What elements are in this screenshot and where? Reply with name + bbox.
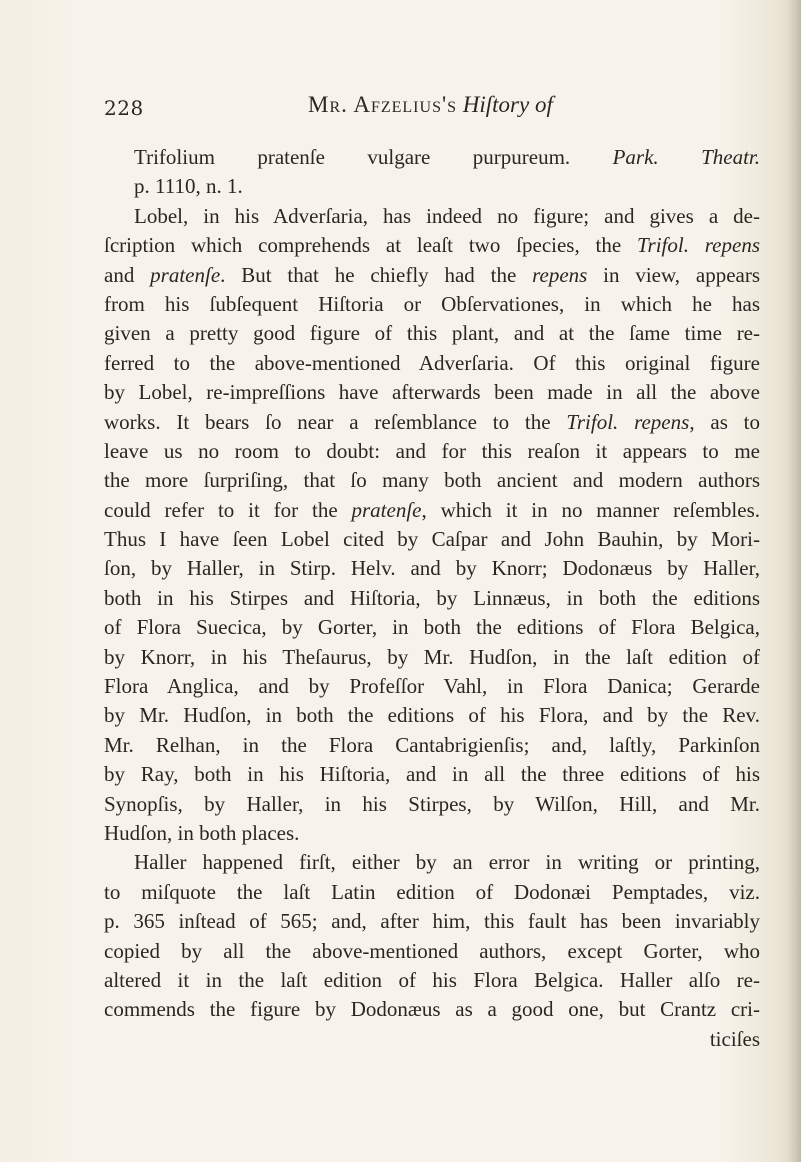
page-number: 228 <box>104 96 144 120</box>
running-head-title: Hiſtory of <box>462 92 553 117</box>
text-line <box>104 995 760 1024</box>
italic-text: Trifol. repens <box>566 409 690 434</box>
text-segment: altered it in the laſt edition of his Flora Belgica. Haller alſo re- <box>104 967 760 992</box>
text-segment: Trifolium pratenſe vulgare purpureum. <box>134 145 613 169</box>
text-line <box>104 290 760 319</box>
text-segment: Mr. Relhan, in the Flora Cantabrigienſis; and, laſtly, Parkinſon <box>104 732 760 757</box>
text-segment: by Ray, both in his Hiſtoria, and in all the three editions of his <box>104 762 760 787</box>
text-segment: of Flora Suecica, by Gorter, in both the editions of Flora Belgica, <box>104 615 760 640</box>
text-line <box>104 937 760 966</box>
italic-text: Park. Theatr. <box>612 145 760 169</box>
text-line <box>104 819 760 848</box>
text-line <box>104 466 760 495</box>
text-line <box>104 202 760 231</box>
text-line <box>104 143 760 172</box>
text-segment: ſon, by Haller, in Stirp. Helv. and by Knorr; Dodonæus by Haller, <box>104 556 760 581</box>
text-line <box>104 408 760 437</box>
text-line <box>104 966 760 995</box>
text-segment: the more ſurpriſing, that ſo many both ancient and modern authors <box>104 468 760 493</box>
running-head-author: Mr. Afzelius's <box>308 92 458 117</box>
text-line <box>104 1025 760 1054</box>
text-segment: p. 365 inſtead of 565; and, after him, this fault has been invariably <box>104 909 760 934</box>
text-segment: both in his Stirpes and Hiſtoria, by Linnæus, in both the editions <box>104 585 760 610</box>
text-segment: given a pretty good figure of this plant, and at the ſame time re- <box>104 321 760 346</box>
text-segment: ticiſes <box>709 1026 760 1051</box>
text-line <box>104 378 760 407</box>
text-segment: Lobel, in his Adverſaria, has indeed no figure; and gives a de- <box>134 203 760 228</box>
text-segment: to miſquote the laſt Latin edition of Dodonæi Pemptades, viz. <box>104 879 760 904</box>
text-line <box>104 231 760 260</box>
text-line <box>104 760 760 789</box>
text-segment: could refer to it for the <box>104 497 352 522</box>
text-segment: Flora Anglica, and by Profeſſor Vahl, in Flora Danica; Gerarde <box>104 674 760 699</box>
text-segment: Hudſon, in both places. <box>104 820 300 845</box>
text-segment: ſcription which comprehends at leaſt two ſpecies, the <box>104 233 638 258</box>
text-segment: by Lobel, re-impreſſions have afterwards been made in all the above <box>104 380 760 405</box>
text-segment: leave us no room to doubt: and for this reaſon it appears to me <box>104 438 760 463</box>
text-segment: commends the figure by Dodonæus as a good one, but Crantz cri- <box>104 997 760 1022</box>
text-line <box>104 907 760 936</box>
text-segment: and <box>104 262 151 287</box>
text-line <box>104 643 760 672</box>
text-segment: . But that he chiefly had the <box>220 262 533 287</box>
text-line <box>104 437 760 466</box>
text-line <box>104 496 760 525</box>
italic-text: pratenſe <box>351 497 422 522</box>
text-line <box>104 261 760 290</box>
text-segment: , which it in no manner reſembles. <box>421 497 760 522</box>
text-line <box>104 584 760 613</box>
text-segment: Synopſis, by Haller, in his Stirpes, by Wilſon, Hill, and Mr. <box>104 791 760 816</box>
text-segment: Haller happened firſt, either by an error in writing or printing, <box>134 850 760 875</box>
text-segment: in view, appears <box>587 262 760 287</box>
text-line <box>104 319 760 348</box>
text-segment: works. It bears ſo near a reſemblance to the <box>104 409 567 434</box>
text-line <box>104 554 760 583</box>
text-line <box>104 613 760 642</box>
page-header <box>104 92 754 126</box>
italic-text: repens <box>532 262 588 287</box>
text-line <box>104 701 760 730</box>
text-segment: , as to <box>689 409 760 434</box>
text-line <box>104 848 760 877</box>
text-line <box>104 790 760 819</box>
body-text <box>104 143 760 1054</box>
text-segment: Thus I have ſeen Lobel cited by Caſpar and John Bauhin, by Mori- <box>104 527 760 552</box>
text-line <box>104 878 760 907</box>
text-segment: by Mr. Hudſon, in both the editions of his Flora, and by the Rev. <box>104 703 760 728</box>
text-segment: ferred to the above-mentioned Adverſaria. Of this original figure <box>104 350 760 375</box>
text-segment: by Knorr, in his Theſaurus, by Mr. Hudſon, in the laſt edition of <box>104 644 760 669</box>
text-segment: p. 1110, n. 1. <box>134 174 243 199</box>
text-line <box>104 349 760 378</box>
text-segment: copied by all the above-mentioned authors, except Gorter, who <box>104 938 760 963</box>
text-line <box>104 525 760 554</box>
italic-text: Trifol. repens <box>637 233 760 258</box>
italic-text: pratenſe <box>150 262 221 287</box>
text-line <box>104 172 760 201</box>
page-edge-shadow <box>787 0 801 1162</box>
running-head <box>308 92 553 118</box>
text-line <box>104 731 760 760</box>
text-segment: from his ſubſequent Hiſtoria or Obſervationes, in which he has <box>104 291 760 316</box>
text-line <box>104 672 760 701</box>
